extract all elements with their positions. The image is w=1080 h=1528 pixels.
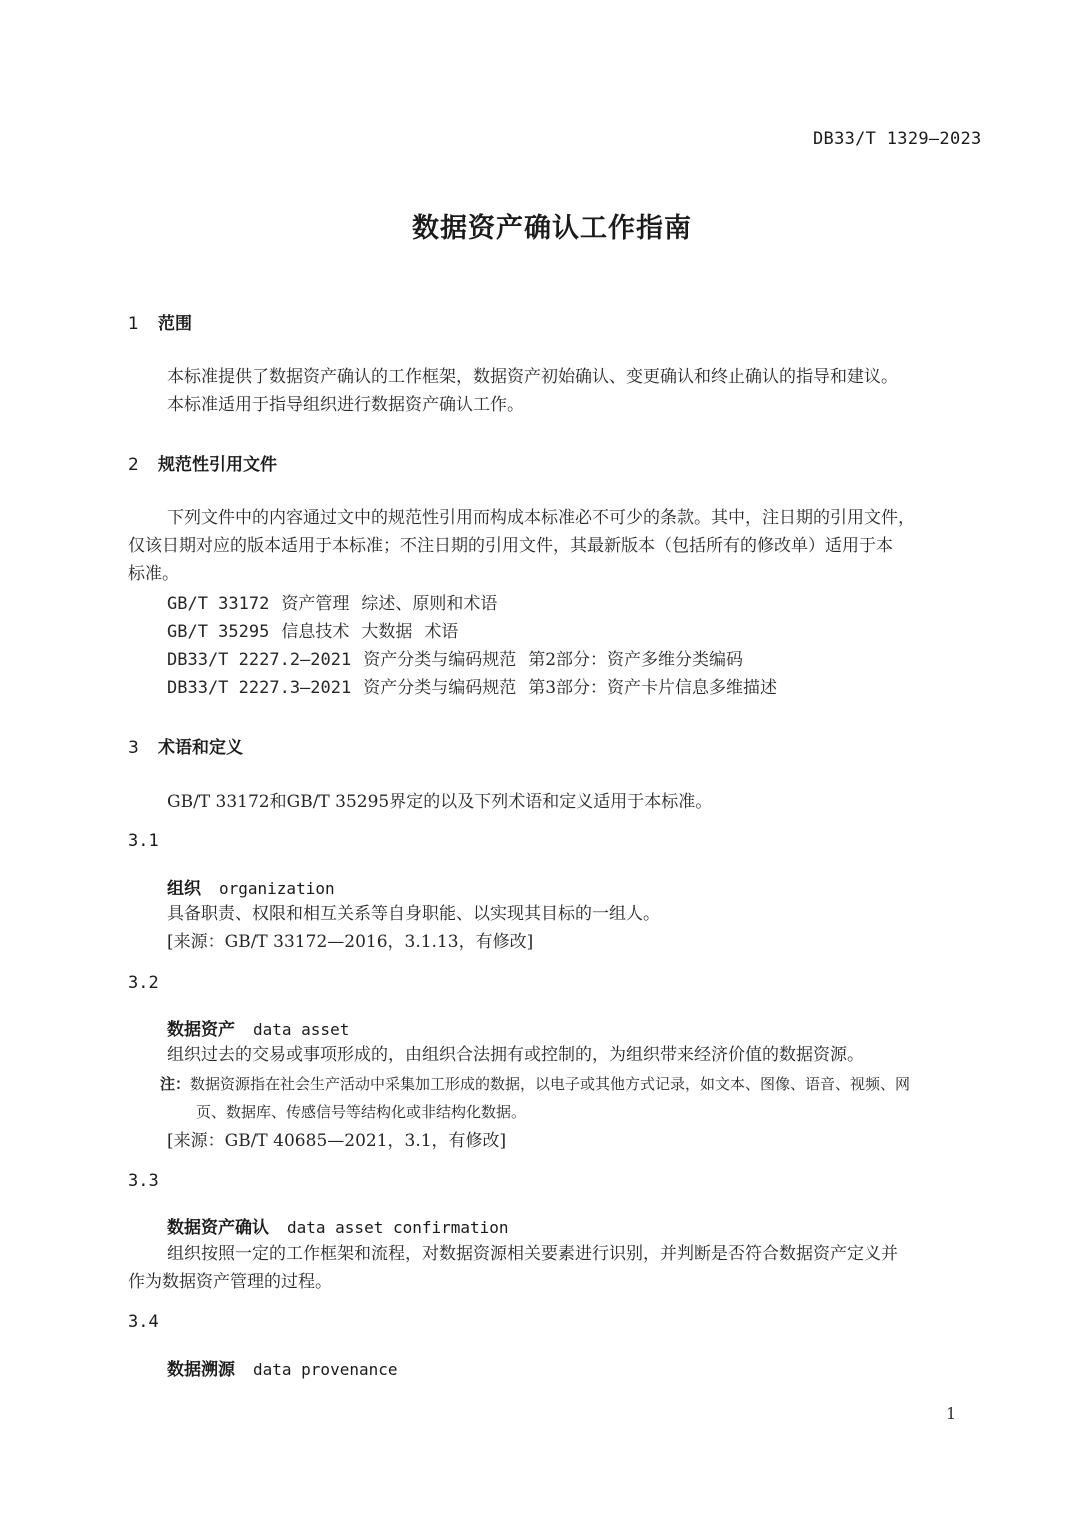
reference-code: GB/T 35295: [167, 622, 270, 642]
section-2-paragraph-line-2: 仅该日期对应的版本适用于本标准；不注日期的引用文件，其最新版本（包括所有的修改单）适用于本: [128, 536, 893, 556]
reference-code: DB33/T 2227.3—2021: [167, 678, 352, 698]
term-definition: 具备职责、权限和相互关系等自身职能、以实现其目标的一组人。: [167, 904, 660, 924]
section-title: 术语和定义: [158, 738, 243, 758]
section-2-paragraph-line-1: 下列文件中的内容通过文中的规范性引用而构成本标准必不可少的条款。其中，注日期的引用文件，: [167, 508, 915, 528]
term-note-line-2: 页、数据库、传感信号等结构化或非结构化数据。: [196, 1103, 527, 1121]
section-2-heading: [128, 450, 277, 475]
term-en: data provenance: [253, 1360, 398, 1379]
reference-item: [167, 617, 470, 642]
note-label: 注：: [160, 1075, 191, 1093]
standard-code: DB33/T 1329—2023: [813, 129, 982, 149]
term-zh: 数据资产: [167, 1020, 235, 1040]
term-en: data asset confirmation: [287, 1218, 509, 1237]
term-heading: [167, 874, 335, 899]
reference-item: [167, 673, 789, 698]
reference-item: [167, 589, 509, 614]
term-definition-line-2: 作为数据资产管理的过程。: [128, 1272, 332, 1292]
reference-extra: 术语: [424, 622, 459, 642]
section-number: 1: [128, 314, 139, 334]
term-number: 3.4: [128, 1312, 159, 1332]
term-source: [来源：GB/T 40685—2021，3.1，有修改]: [167, 1131, 507, 1151]
section-1-heading: [128, 309, 192, 334]
reference-subtitle: 大数据: [361, 622, 413, 642]
section-number: 2: [128, 455, 139, 475]
section-3-heading: [128, 733, 243, 758]
section-1-paragraph-1: 本标准提供了数据资产确认的工作框架，数据资产初始确认、变更确认和终止确认的指导和建议。: [167, 367, 898, 387]
term-zh: 数据溯源: [167, 1360, 235, 1380]
section-2-paragraph-line-3: 标准。: [128, 564, 179, 584]
section-title: 规范性引用文件: [158, 455, 277, 475]
reference-title: 信息技术: [281, 622, 350, 642]
term-number: 3.3: [128, 1171, 159, 1191]
term-en: organization: [219, 879, 335, 898]
document-title: 数据资产确认工作指南: [412, 213, 692, 244]
reference-subtitle: 第3部分：资产卡片信息多维描述: [528, 678, 778, 698]
term-definition-line-1: 组织按照一定的工作框架和流程，对数据资源相关要素进行识别，并判断是否符合数据资产定义并: [167, 1244, 898, 1264]
term-source: [来源：GB/T 33172—2016，3.1.13，有修改]: [167, 932, 534, 952]
section-number: 3: [128, 738, 139, 758]
reference-code: DB33/T 2227.2—2021: [167, 650, 352, 670]
term-note-line-1: [160, 1070, 910, 1098]
term-en: data asset: [253, 1020, 350, 1039]
term-number: 3.2: [128, 973, 159, 993]
term-heading: [167, 1015, 349, 1040]
term-zh: 数据资产确认: [167, 1218, 269, 1238]
term-heading: [167, 1355, 398, 1380]
term-heading: [167, 1213, 509, 1238]
reference-subtitle: 第2部分：资产多维分类编码: [528, 650, 744, 670]
reference-code: GB/T 33172: [167, 594, 270, 614]
reference-title: 资产管理: [281, 594, 350, 614]
reference-item: [167, 645, 755, 670]
page-number: 1: [946, 1404, 957, 1423]
term-zh: 组织: [167, 879, 201, 899]
reference-title: 资产分类与编码规范: [363, 678, 517, 698]
term-number: 3.1: [128, 831, 159, 851]
reference-title: 资产分类与编码规范: [363, 650, 517, 670]
reference-subtitle: 综述、原则和术语: [361, 594, 498, 614]
section-3-intro: GB/T 33172和GB/T 35295界定的以及下列术语和定义适用于本标准。: [167, 792, 713, 812]
section-title: 范围: [158, 314, 192, 334]
note-text: 数据资源指在社会生产活动中采集加工形成的数据，以电子或其他方式记录，如文本、图像、语音、视频、网: [190, 1075, 911, 1093]
section-1-paragraph-2: 本标准适用于指导组织进行数据资产确认工作。: [167, 395, 524, 415]
term-definition: 组织过去的交易或事项形成的，由组织合法拥有或控制的，为组织带来经济价值的数据资源。: [167, 1045, 864, 1065]
